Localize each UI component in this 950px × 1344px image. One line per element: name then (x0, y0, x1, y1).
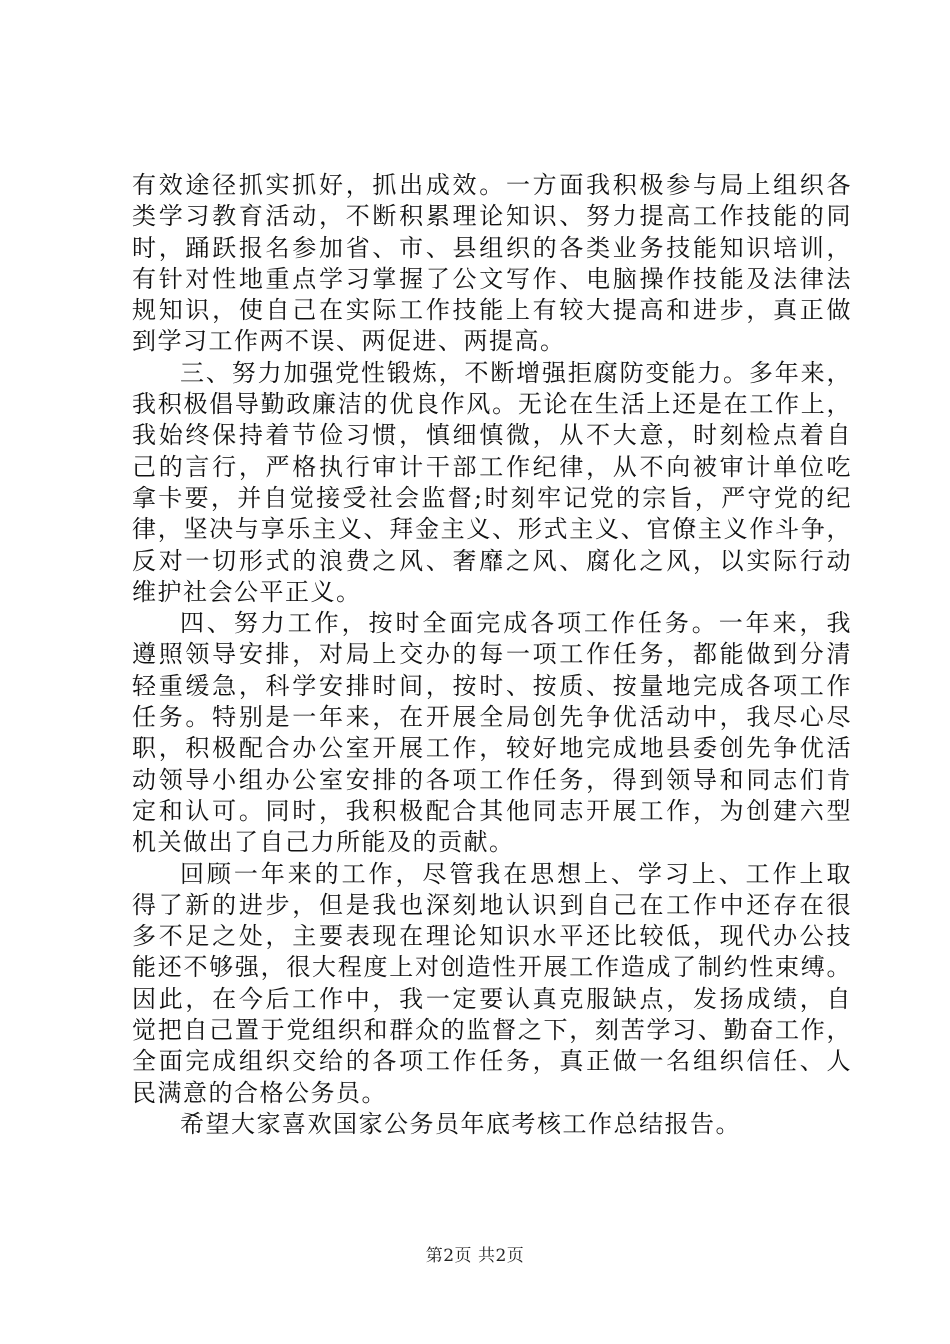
text-line: 我始终保持着节俭习惯，慎细慎微，从不大意，时刻检点着自 (132, 421, 852, 450)
text-line: 职，积极配合办公室开展工作，较好地完成地县委创先争优活 (132, 734, 852, 763)
text-line: 律，坚决与享乐主义、拜金主义、形式主义、官僚主义作斗争， (132, 515, 852, 544)
paragraph-start-line: 回顾一年来的工作，尽管我在思想上、学习上、工作上取 (180, 859, 852, 888)
text-line: 遵照领导安排，对局上交办的每一项工作任务，都能做到分清 (132, 640, 852, 669)
text-line: 维护社会公平正义。 (132, 577, 362, 606)
text-line: 动领导小组办公室安排的各项工作任务，得到领导和同志们肯 (132, 765, 852, 794)
document-body (132, 170, 852, 1140)
text-line: 轻重缓急，科学安排时间，按时、按质、按量地完成各项工作 (132, 671, 852, 700)
page-number-footer: 第2页 共2页 (425, 1246, 525, 1266)
text-line: 有针对性地重点学习掌握了公文写作、电脑操作技能及法律法 (132, 264, 852, 293)
text-line: 拿卡要，并自觉接受社会监督;时刻牢记党的宗旨，严守党的纪 (132, 483, 852, 512)
text-line: 全面完成组织交给的各项工作任务，真正做一名组织信任、人 (132, 1047, 852, 1076)
text-line: 反对一切形式的浪费之风、奢靡之风、腐化之风，以实际行动 (132, 546, 852, 575)
paragraph-start-line: 三、努力加强党性锻炼，不断增强拒腐防变能力。多年来， (180, 358, 852, 387)
paragraph-start-line: 四、努力工作，按时全面完成各项工作任务。一年来，我 (180, 609, 852, 638)
text-line: 时，踊跃报名参加省、市、县组织的各类业务技能知识培训， (132, 233, 852, 262)
text-line: 己的言行，严格执行审计干部工作纪律，从不向被审计单位吃 (132, 452, 852, 481)
text-line: 我积极倡导勤政廉洁的优良作风。无论在生活上还是在工作上， (132, 390, 852, 419)
text-line: 能还不够强，很大程度上对创造性开展工作造成了制约性束缚。 (132, 953, 852, 982)
text-line: 到学习工作两不误、两促进、两提高。 (132, 327, 566, 356)
paragraph-start-line: 希望大家喜欢国家公务员年底考核工作总结报告。 (180, 1109, 741, 1138)
text-line: 有效途径抓实抓好，抓出成效。一方面我积极参与局上组织各 (132, 171, 852, 199)
text-line: 类学习教育活动，不断积累理论知识、努力提高工作技能的同 (132, 202, 852, 231)
text-line: 定和认可。同时，我积极配合其他同志开展工作，为创建六型 (132, 796, 852, 825)
text-line: 民满意的合格公务员。 (132, 1078, 387, 1107)
text-line: 机关做出了自己力所能及的贡献。 (132, 828, 515, 857)
text-line: 得了新的进步，但是我也深刻地认识到自己在工作中还存在很 (132, 890, 852, 919)
text-line: 觉把自己置于党组织和群众的监督之下，刻苦学习、勤奋工作， (132, 1016, 852, 1045)
text-line: 多不足之处，主要表现在理论知识水平还比较低，现代办公技 (132, 922, 852, 951)
text-line: 规知识，使自己在实际工作技能上有较大提高和进步，真正做 (132, 296, 852, 325)
text-line: 因此，在今后工作中，我一定要认真克服缺点，发扬成绩，自 (132, 984, 852, 1013)
text-line: 任务。特别是一年来，在开展全局创先争优活动中，我尽心尽 (132, 703, 852, 732)
